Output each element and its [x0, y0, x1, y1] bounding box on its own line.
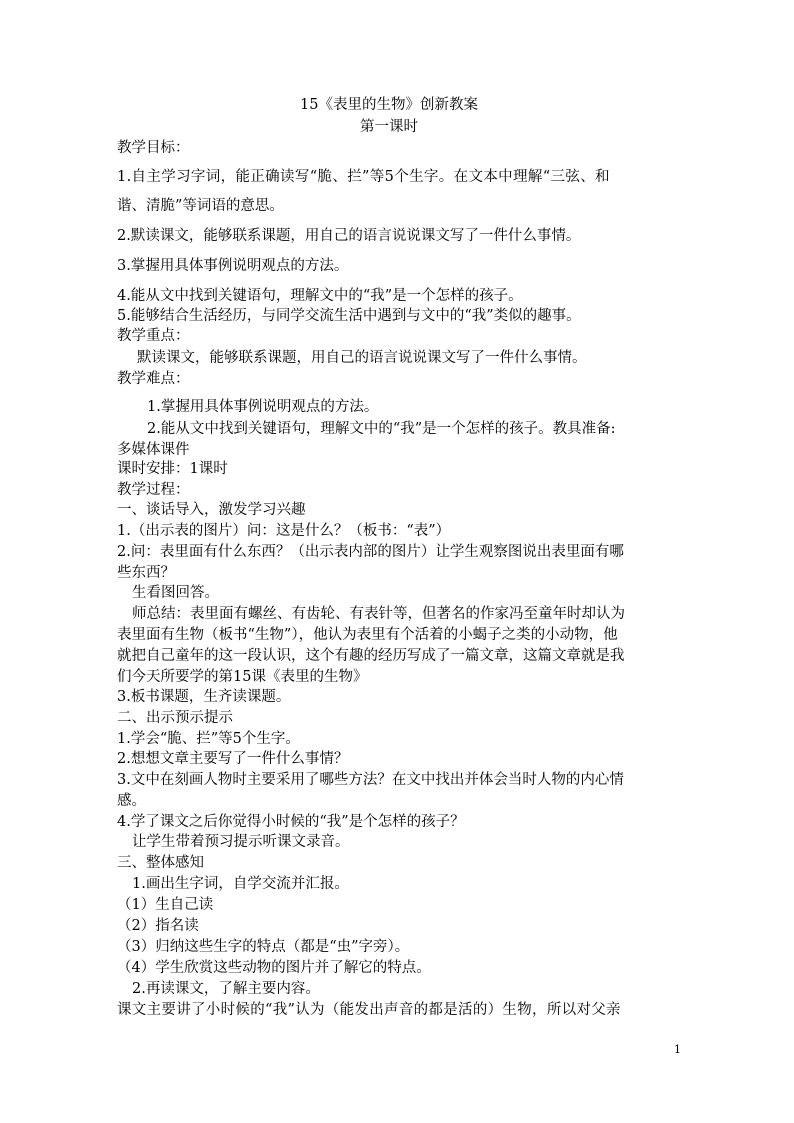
text-line: 4.能从文中找到关键语句，理解文中的“我”是一个怎样的孩子。	[117, 288, 523, 304]
section-heading: 教学难点：	[117, 371, 190, 387]
section-heading: 教学重点：	[117, 328, 190, 344]
text-line: 就把自己童年的这一段认识，这个有趣的经历写成了一篇文章，这篇文章就是我	[117, 648, 625, 664]
text-line: 2.问：表里面有什么东西？（出示表内部的图片）让学生观察图说出表里面有哪	[117, 544, 624, 560]
text-line: 课时安排：1课时	[117, 461, 228, 477]
text-line: 3.板书课题，生齐读课题。	[117, 689, 291, 705]
section-heading: 教学目标：	[117, 140, 190, 156]
text-line: 师总结：表里面有螺丝、有齿轮、有表针等，但著名的作家冯至童年时却认为	[132, 606, 625, 622]
text-line: 课文主要讲了小时候的“我”认为（能发出声音的都是活的）生物，所以对父亲	[117, 1002, 621, 1018]
text-line: 2.默读课文，能够联系课题，用自己的语言说说课文写了一件什么事情。	[117, 228, 581, 244]
text-line: 些东西？	[117, 565, 175, 581]
text-line: 1.掌握用具体事例说明观点的方法。	[147, 399, 379, 415]
text-line: 谐、清脆”等词语的意思。	[117, 198, 284, 214]
text-line: （4）学生欣赏这些动物的图片并了解它的特点。	[117, 960, 431, 976]
document-subtitle: 第一课时	[360, 119, 418, 135]
text-line: 3.掌握用具体事例说明观点的方法。	[117, 258, 349, 274]
text-line: 默读课文，能够联系课题，用自己的语言说说课文写了一件什么事情。	[137, 350, 587, 366]
text-line: 生看图回答。	[132, 585, 219, 601]
page-number: 1	[674, 1043, 681, 1056]
text-line: 1.学会“脆、拦”等5个生字。	[117, 731, 300, 747]
text-line: 2.再读课文，了解主要内容。	[132, 981, 320, 997]
section-heading: 教学过程：	[117, 482, 190, 498]
text-line: 们今天所要学的第15课《表里的生物》	[117, 669, 368, 685]
text-line: 1.（出示表的图片）问：这是什么？（板书：“表”）	[117, 523, 451, 539]
text-line: 5.能够结合生活经历，与同学交流生活中遇到与文中的“我”类似的趣事。	[117, 308, 581, 324]
section-heading: 三、整体感知	[117, 855, 204, 871]
text-line: 2.想想文章主要写了一件什么事情？	[117, 751, 349, 767]
text-line: 1.画出生字词，自学交流并汇报。	[132, 876, 349, 892]
text-line: （1）生自己读	[117, 897, 214, 913]
section-heading: 二、出示预示提示	[117, 710, 233, 726]
text-line: 1.自主学习字词，能正确读写“脆、拦”等5个生字。在文本中理解“三弦、和	[117, 169, 610, 185]
document-title: 15《表里的生物》创新教案	[300, 97, 478, 113]
text-line: 2.能从文中找到关键语句，理解文中的“我”是一个怎样的孩子。教具准备:	[147, 421, 616, 437]
text-line: 让学生带着预习提示听课文录音。	[132, 834, 350, 850]
text-line: 3.文中在刻画人物时主要采用了哪些方法？在文中找出并体会当时人物的内心情	[117, 772, 624, 788]
text-line: 表里面有生物（板书“生物”），他认为表里有个活着的小蝎子之类的小动物，他	[117, 627, 618, 643]
text-line: （3）归纳这些生字的特点（都是“虫”字旁）。	[117, 939, 410, 955]
text-line: 多媒体课件	[117, 442, 190, 458]
text-line: 4.学了课文之后你觉得小时候的“我”是个怎样的孩子？	[117, 814, 465, 830]
text-line: 感。	[117, 793, 146, 809]
text-line: （2）指名读	[117, 918, 199, 934]
section-heading: 一、谈话导入，激发学习兴趣	[117, 502, 306, 518]
